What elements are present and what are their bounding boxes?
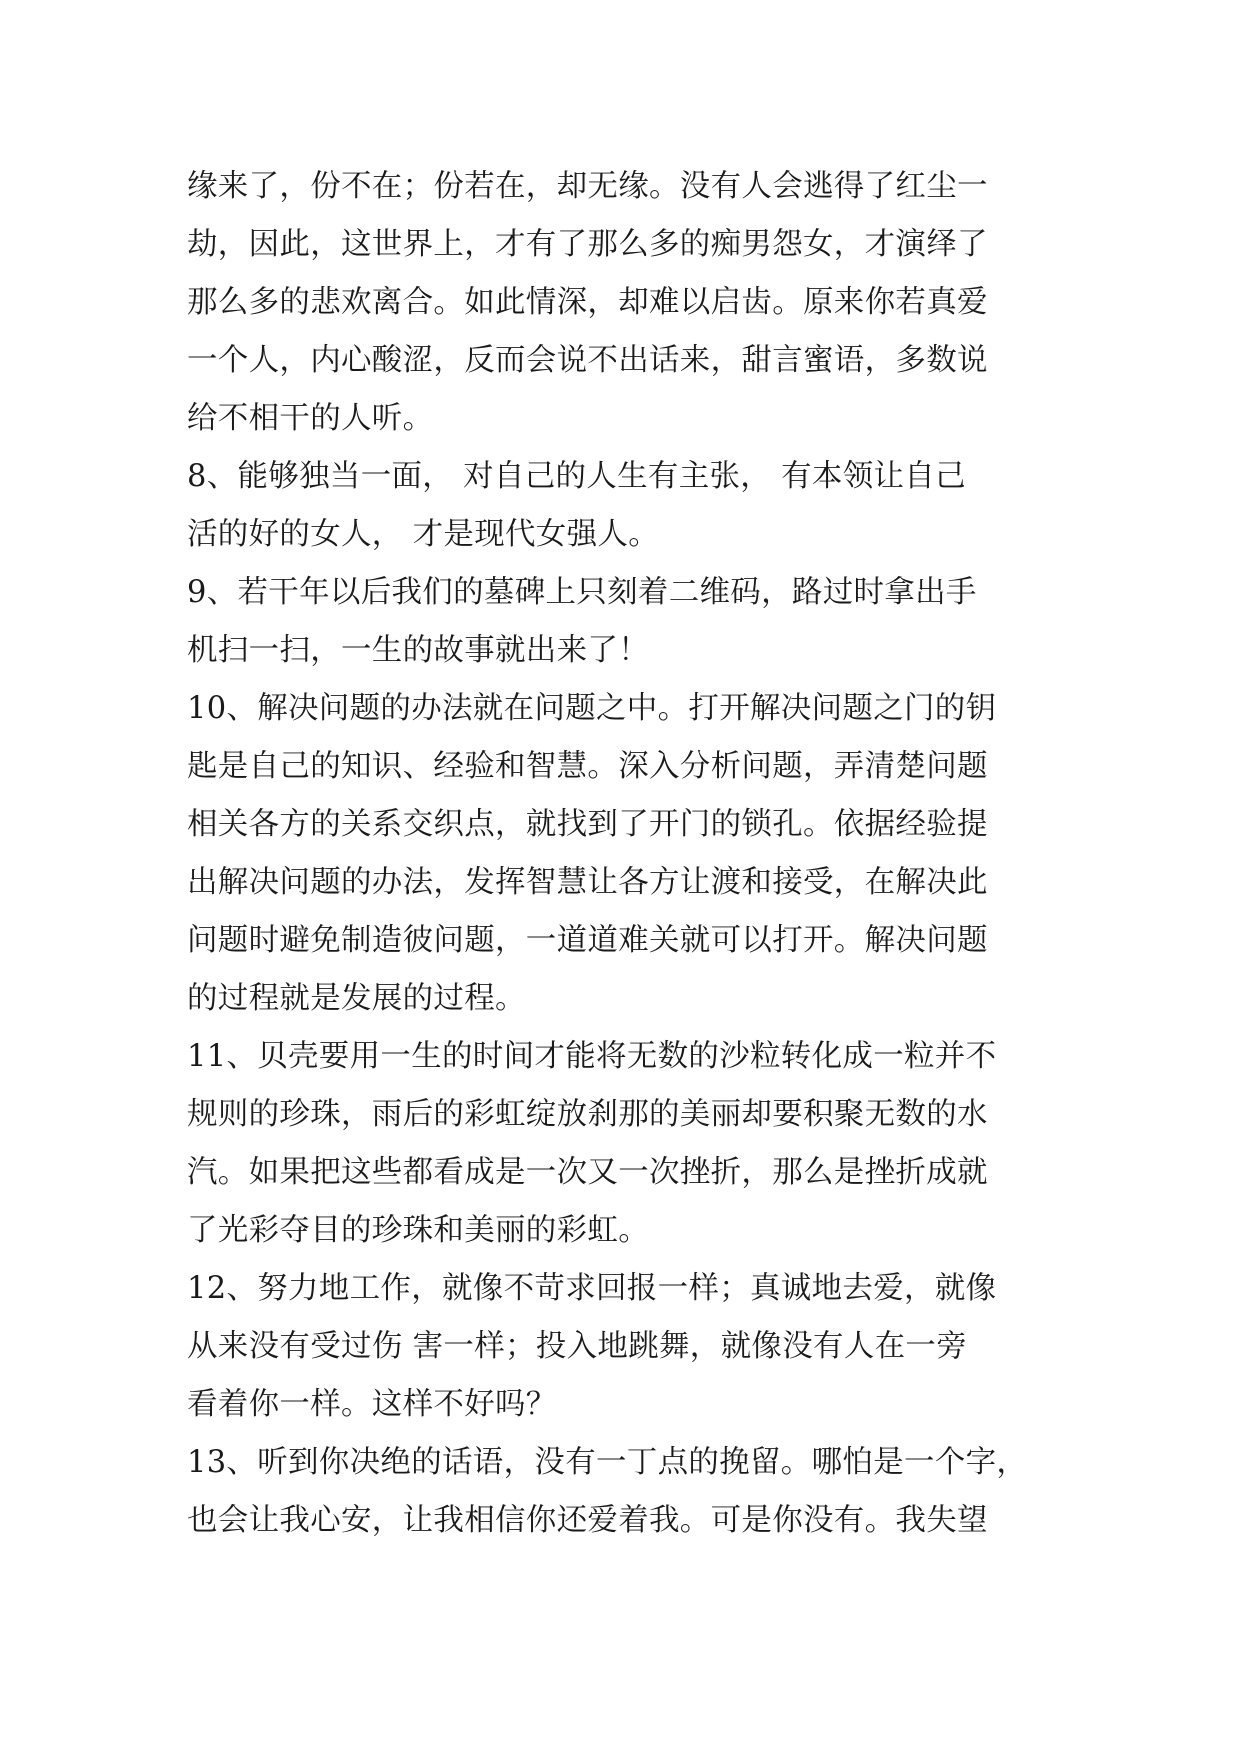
document-body: [187, 158, 1067, 1550]
text-line: 也会让我心安，让我相信你还爱着我。可是你没有。我失望: [187, 1503, 988, 1538]
text-line: 一个人，内心酸涩，反而会说不出话来，甜言蜜语，多数说: [187, 343, 988, 378]
text-line: 11、贝壳要用一生的时间才能将无数的沙粒转化成一粒并不: [187, 1039, 997, 1074]
text-line: 问题时避免制造彼问题，一道道难关就可以打开。解决问题: [187, 923, 988, 958]
text-line: 8、能够独当一面， 对自己的人生有主张， 有本领让自己: [187, 459, 966, 494]
text-line: 了光彩夺目的珍珠和美丽的彩虹。: [187, 1213, 649, 1248]
text-line: 汽。如果把这些都看成是一次又一次挫折，那么是挫折成就: [187, 1155, 988, 1190]
text-line: 从来没有受过伤 害一样；投入地跳舞，就像没有人在一旁: [187, 1329, 967, 1364]
text-line: 9、若干年以后我们的墓碑上只刻着二维码，路过时拿出手: [187, 575, 977, 610]
text-line: 劫，因此，这世界上，才有了那么多的痴男怨女，才演绎了: [187, 227, 988, 262]
text-line: 机扫一扫，一生的故事就出来了！: [187, 633, 649, 668]
text-line: 看着你一样。这样不好吗？: [187, 1387, 557, 1422]
text-line: 相关各方的关系交织点，就找到了开门的锁孔。依据经验提: [187, 807, 988, 842]
text-line: 的过程就是发展的过程。: [187, 981, 526, 1016]
text-line: 给不相干的人听。: [187, 401, 434, 436]
text-line: 活的好的女人， 才是现代女强人。: [187, 517, 659, 552]
text-line: 那么多的悲欢离合。如此情深，却难以启齿。原来你若真爱: [187, 285, 988, 320]
text-line: 缘来了，份不在；份若在，却无缘。没有人会逃得了红尘一: [187, 169, 988, 204]
text-line: 12、努力地工作，就像不苛求回报一样；真诚地去爱，就像: [187, 1271, 997, 1306]
text-line: 匙是自己的知识、经验和智慧。深入分析问题，弄清楚问题: [187, 749, 988, 784]
text-line: 13、听到你决绝的话语，没有一丁点的挽留。哪怕是一个字，: [187, 1445, 1028, 1480]
text-line: 规则的珍珠，雨后的彩虹绽放刹那的美丽却要积聚无数的水: [187, 1097, 988, 1132]
text-line: 10、解决问题的办法就在问题之中。打开解决问题之门的钥: [187, 691, 997, 726]
text-line: 出解决问题的办法，发挥智慧让各方让渡和接受，在解决此: [187, 865, 988, 900]
